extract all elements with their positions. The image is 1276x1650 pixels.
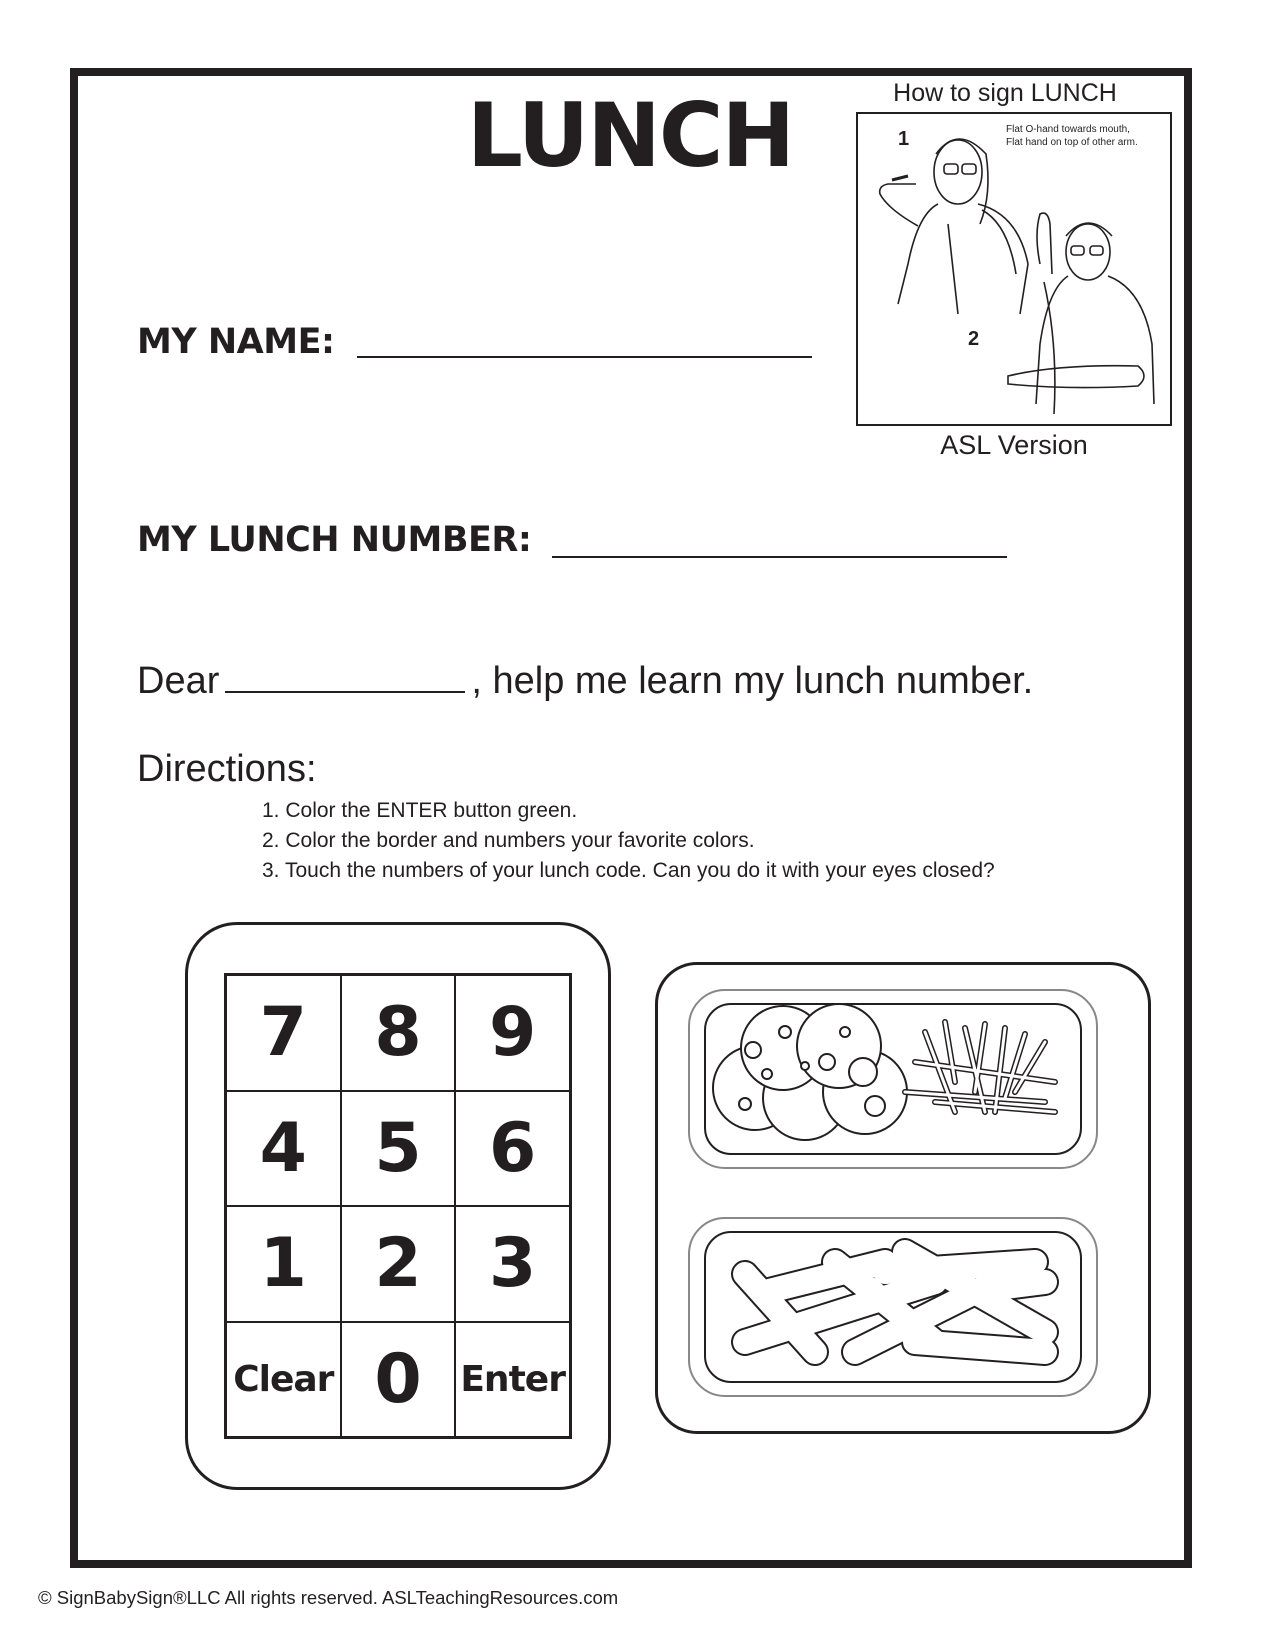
asl-caption-top: How to sign LUNCH <box>893 79 1117 107</box>
name-label: MY NAME: <box>137 322 335 362</box>
asl-caption-bottom: ASL Version <box>940 430 1088 460</box>
dear-suffix: , help me learn my lunch number. <box>471 660 1034 702</box>
key-3[interactable]: 3 <box>455 1206 570 1322</box>
dear-blank-line[interactable] <box>225 663 465 693</box>
directions-list <box>262 796 995 886</box>
key-1[interactable]: 1 <box>226 1206 341 1322</box>
pepperoni-slices <box>713 1004 907 1140</box>
worksheet-title: LUNCH <box>466 84 794 187</box>
lunch-number-label: MY LUNCH NUMBER: <box>137 520 532 560</box>
breadsticks <box>745 1252 1045 1352</box>
lunch-number-line[interactable] <box>552 556 1007 558</box>
directions-title: Directions: <box>137 748 317 790</box>
key-4[interactable]: 4 <box>226 1091 341 1207</box>
asl-step-2: 2 <box>968 328 980 350</box>
direction-item: 2. Color the border and numbers your favorite colors. <box>262 829 755 852</box>
key-2[interactable]: 2 <box>341 1206 456 1322</box>
copyright-footer: © SignBabySign®LLC All rights reserved. ASLTeachingResources.com <box>38 1587 619 1608</box>
name-line[interactable] <box>357 356 812 358</box>
key-clear[interactable]: Clear <box>226 1322 341 1438</box>
asl-note-line-1: Flat O-hand towards mouth, <box>1006 124 1130 135</box>
direction-item: 3. Touch the numbers of your lunch code. Can you do it with your eyes closed? <box>262 859 995 882</box>
key-0[interactable]: 0 <box>341 1322 456 1438</box>
asl-step-1: 1 <box>898 128 910 150</box>
keypad <box>224 973 572 1439</box>
key-7[interactable]: 7 <box>226 975 341 1091</box>
asl-illustration <box>856 112 1172 426</box>
signer-drawing <box>858 114 1174 428</box>
direction-item: 1. Color the ENTER button green. <box>262 799 578 822</box>
dear-prefix: Dear <box>137 660 220 702</box>
lunch-tray-food <box>655 962 1151 1434</box>
asl-note-line-2: Flat hand on top of other arm. <box>1006 136 1138 148</box>
dear-sentence <box>137 660 1033 703</box>
key-8[interactable]: 8 <box>341 975 456 1091</box>
key-enter[interactable]: Enter <box>455 1322 570 1438</box>
key-6[interactable]: 6 <box>455 1091 570 1207</box>
key-5[interactable]: 5 <box>341 1091 456 1207</box>
key-9[interactable]: 9 <box>455 975 570 1091</box>
